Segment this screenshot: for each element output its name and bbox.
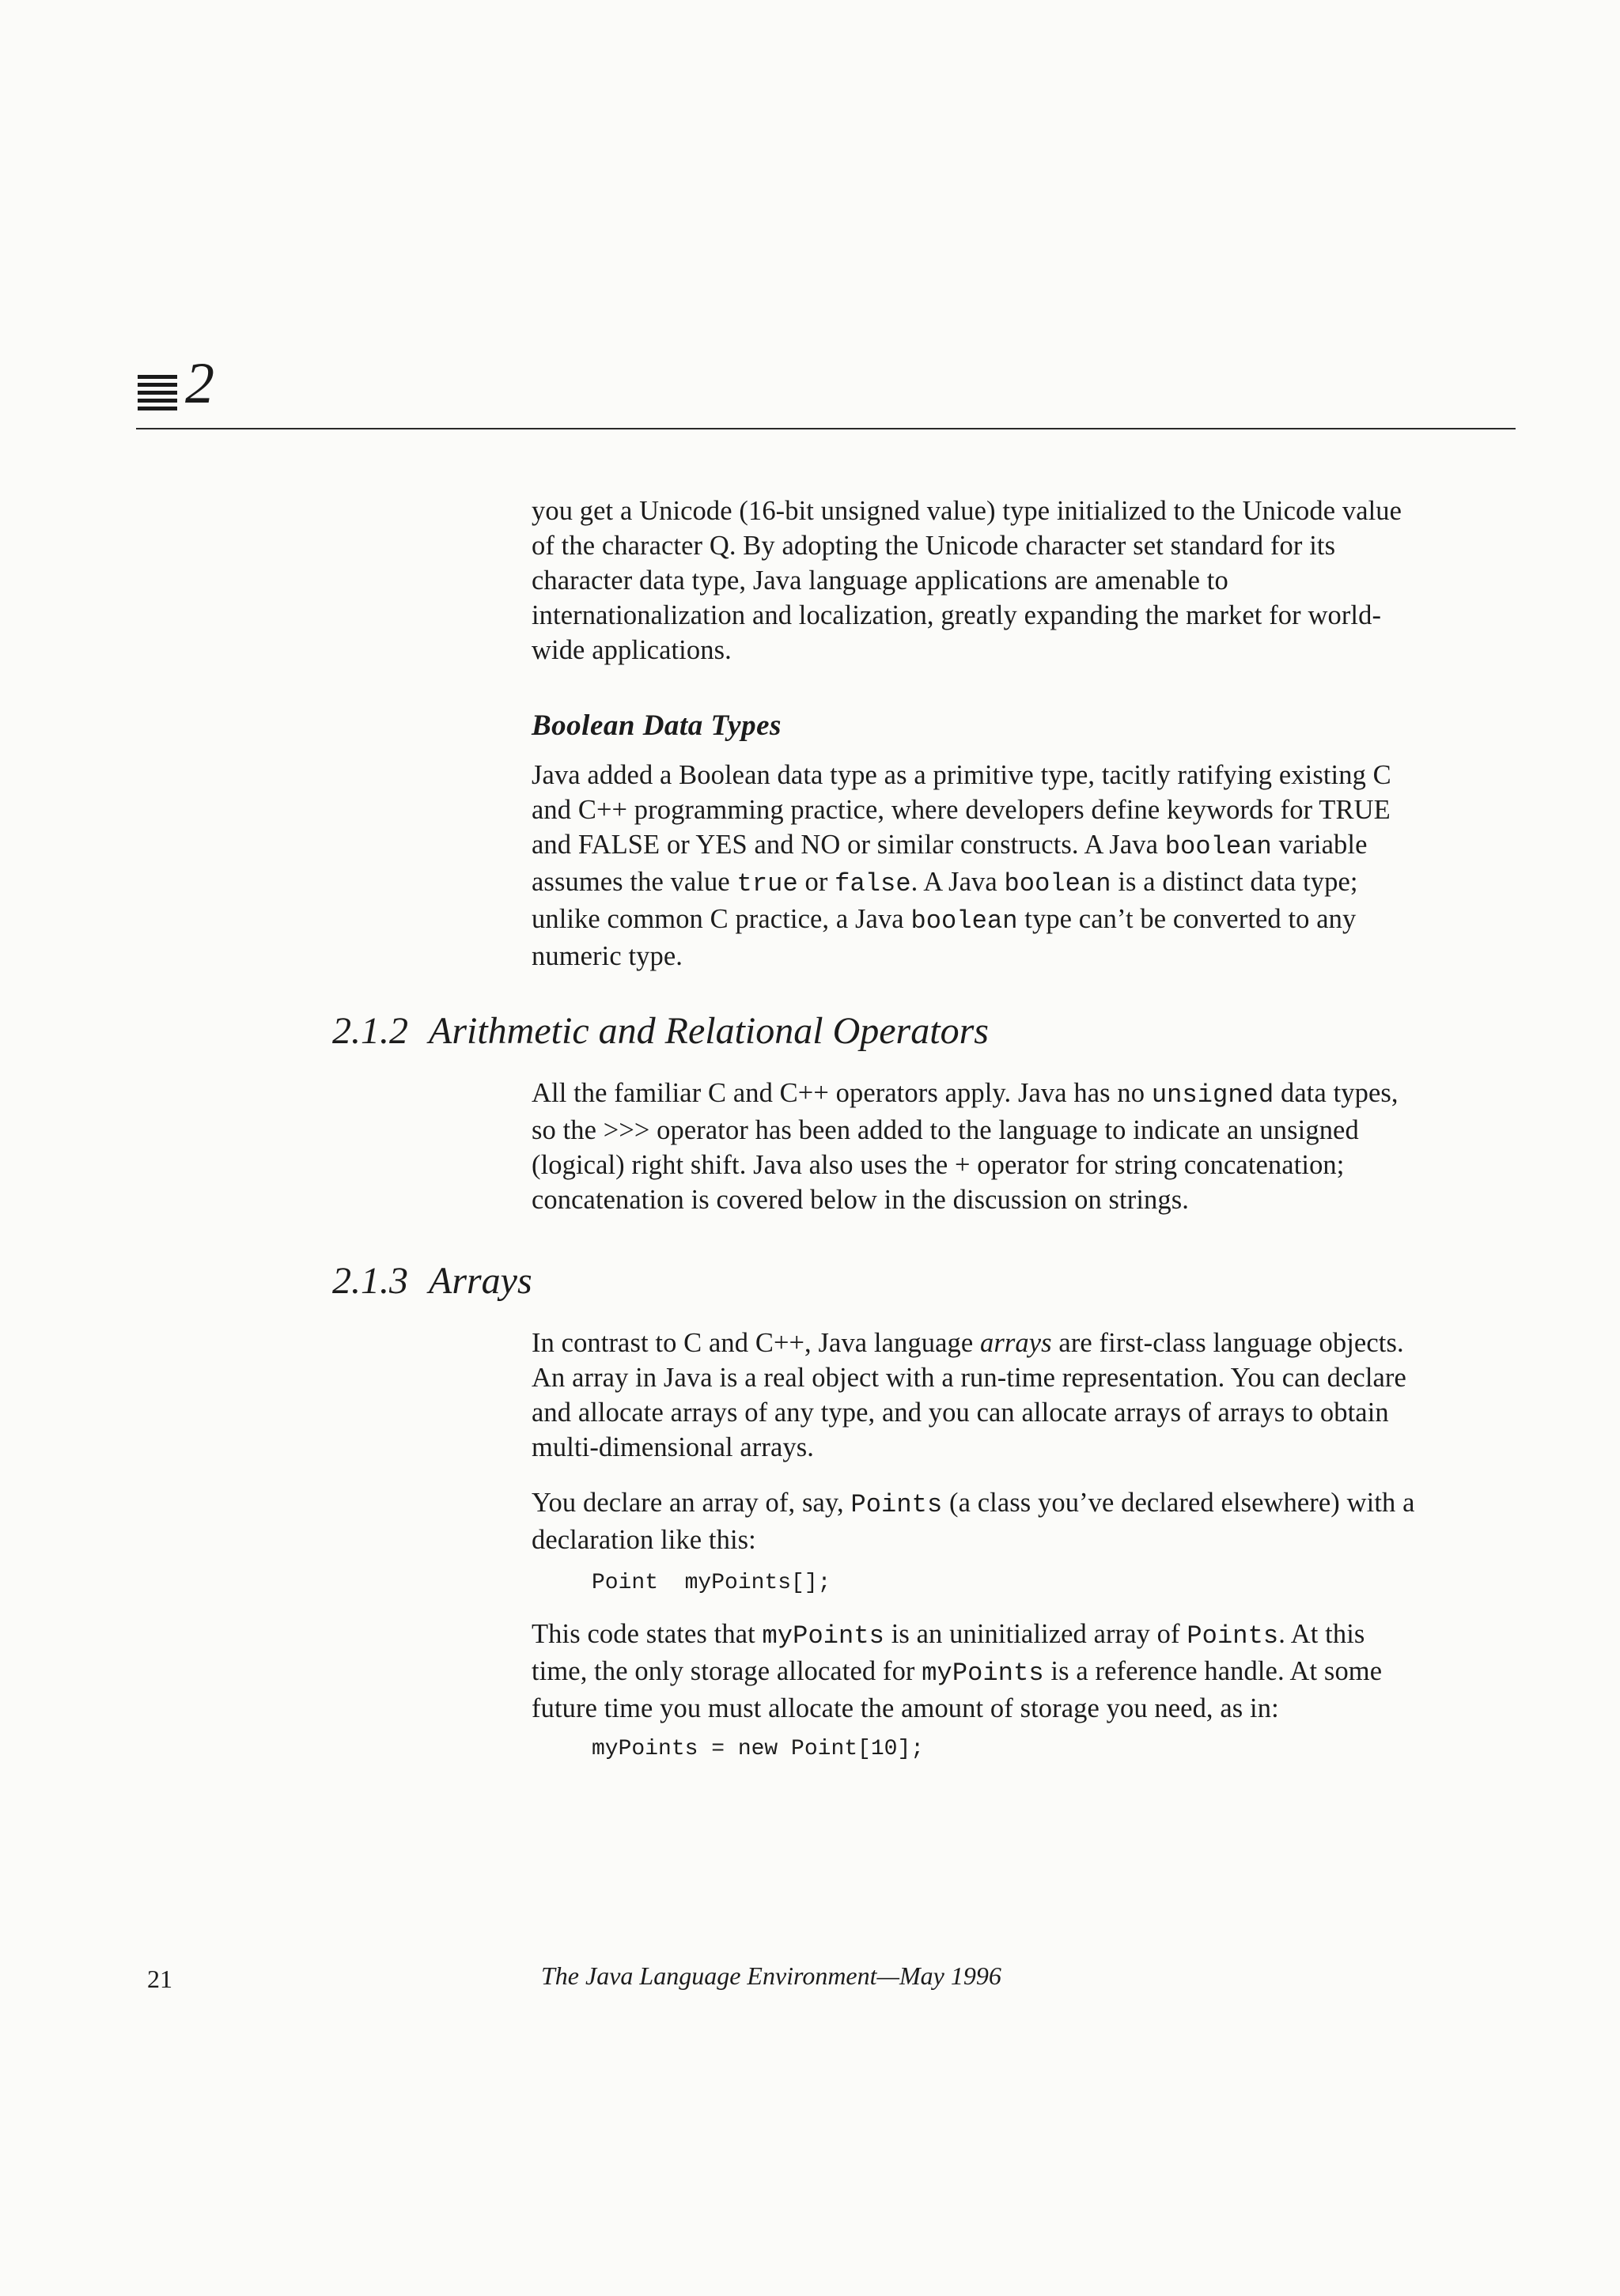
code-mypoints: myPoints bbox=[762, 1621, 884, 1651]
code-true: true bbox=[736, 869, 798, 898]
operators-line-1: All the familiar C and C++ operators apply. Java has no unsigned data types, bbox=[532, 1078, 1399, 1110]
running-footer-title: The Java Language Environment—May 1996 bbox=[541, 1961, 1001, 1990]
boolean-line-4: assumes the value true or false. A Java boolean is a distinct data type; bbox=[532, 867, 1358, 898]
intro-line-5: wide applications. bbox=[532, 635, 732, 665]
boolean-line-1: Java added a Boolean data type as a primitive type, tacitly ratifying existing C bbox=[532, 760, 1391, 790]
page-number: 21 bbox=[147, 1965, 172, 1993]
intro-line-3: character data type, Java language applications are amenable to bbox=[532, 565, 1228, 596]
intro-line-1: you get a Unicode (16-bit unsigned value) type initialized to the Unicode value bbox=[532, 496, 1402, 526]
code-block-allocation: myPoints = new Point[10]; bbox=[592, 1737, 925, 1761]
section-number: 2.1.3 bbox=[332, 1260, 408, 1302]
arrays-line-3: and allocate arrays of any type, and you can allocate arrays of arrays to obtain bbox=[532, 1398, 1389, 1428]
arrays-p3-line-1: This code states that myPoints is an uninitialized array of Points. At this bbox=[532, 1619, 1365, 1651]
code-boolean: boolean bbox=[1164, 832, 1272, 861]
arrays-line-1: In contrast to C and C++, Java language arrays are first-class language objects. bbox=[532, 1328, 1404, 1358]
arrays-paragraph-1 bbox=[532, 1326, 1520, 1465]
intro-line-4: internationalization and localization, greatly expanding the market for world- bbox=[532, 600, 1382, 630]
code-false: false bbox=[835, 869, 911, 898]
intro-paragraph bbox=[532, 494, 1520, 668]
header-rule bbox=[136, 428, 1516, 429]
operators-line-3: (logical) right shift. Java also uses the + operator for string concatenation; bbox=[532, 1150, 1345, 1180]
code-boolean: boolean bbox=[910, 906, 1018, 936]
arrays-line-4: multi-dimensional arrays. bbox=[532, 1432, 815, 1462]
boolean-line-2: and C++ programming practice, where developers define keywords for TRUE bbox=[532, 795, 1391, 825]
section-title: Arithmetic and Relational Operators bbox=[429, 1010, 989, 1052]
code-block-declaration: Point myPoints[]; bbox=[592, 1571, 831, 1595]
code-mypoints: myPoints bbox=[922, 1659, 1044, 1688]
arrays-p2-line-2: declaration like this: bbox=[532, 1525, 756, 1555]
operators-paragraph bbox=[532, 1076, 1520, 1217]
section-heading-2-1-3 bbox=[332, 1259, 532, 1303]
code-points: Points bbox=[850, 1490, 943, 1519]
intro-line-2: of the character Q. By adopting the Unicode character set standard for its bbox=[532, 531, 1336, 561]
arrays-line-2: An array in Java is a real object with a run-time representation. You can declare bbox=[532, 1363, 1406, 1393]
code-unsigned: unsigned bbox=[1151, 1080, 1274, 1110]
code-boolean: boolean bbox=[1004, 869, 1111, 898]
boolean-paragraph bbox=[532, 758, 1520, 974]
boolean-line-5: unlike common C practice, a Java boolean type can’t be converted to any bbox=[532, 904, 1357, 936]
term-arrays: arrays bbox=[979, 1328, 1052, 1358]
arrays-p2-line-1: You declare an array of, say, Points (a class you’ve declared elsewhere) with a bbox=[532, 1488, 1415, 1519]
section-heading-2-1-2 bbox=[332, 1009, 989, 1053]
operators-line-4: concatenation is covered below in the discussion on strings. bbox=[532, 1185, 1189, 1215]
boolean-line-6: numeric type. bbox=[532, 941, 683, 971]
chapter-number: 2 bbox=[185, 351, 214, 416]
operators-line-2: so the >>> operator has been added to the language to indicate an unsigned bbox=[532, 1115, 1359, 1145]
section-title: Arrays bbox=[429, 1260, 532, 1302]
arrays-p3-line-2: time, the only storage allocated for myPoints is a reference handle. At some bbox=[532, 1656, 1383, 1688]
code-points: Points bbox=[1187, 1621, 1279, 1651]
boolean-subheading: Boolean Data Types bbox=[532, 709, 782, 742]
arrays-paragraph-3 bbox=[532, 1617, 1520, 1726]
chapter-marker-icon bbox=[138, 370, 179, 411]
boolean-line-3: and FALSE or YES and NO or similar constructs. A Java boolean variable bbox=[532, 830, 1368, 861]
arrays-paragraph-2 bbox=[532, 1485, 1520, 1557]
section-number: 2.1.2 bbox=[332, 1010, 408, 1052]
arrays-p3-line-3: future time you must allocate the amount of storage you need, as in: bbox=[532, 1693, 1279, 1723]
